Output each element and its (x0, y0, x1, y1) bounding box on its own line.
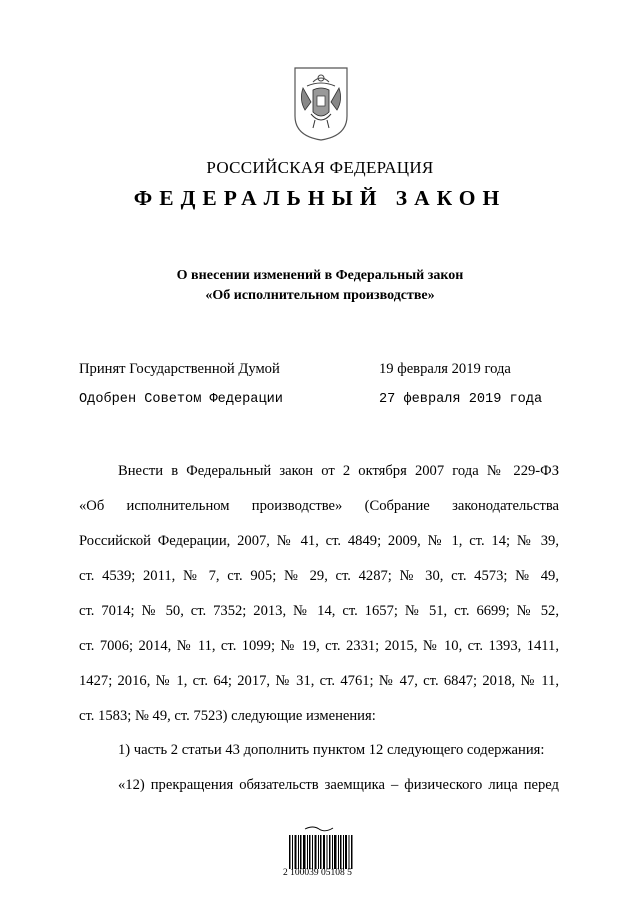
body-line-9: 1) часть 2 статьи 43 дополнить пунктом 12 следующего содержания: (118, 742, 545, 758)
duma-adoption-label: Принят Государственной Думой (79, 361, 280, 377)
body-line-5: ст. 7014; № 50, ст. 7352; 2013, № 14, ст. 1657; № 51, ст. 6699; № 52, (79, 603, 559, 619)
body-line-10: «12) прекращения обязательств заемщика – физического лица перед (118, 777, 559, 793)
barcode-image (289, 825, 353, 869)
council-approval-label: Одобрен Советом Федерации (79, 392, 283, 407)
body-line-8: ст. 1583; № 49, ст. 7523) следующие изменения: (79, 708, 376, 724)
barcode-number: 2 100039 05108 5 (283, 868, 352, 878)
body-line-4: ст. 4539; 2011, № 7, ст. 905; № 29, ст. 4287; № 30, ст. 4573; № 49, (79, 568, 559, 584)
body-line-7: 1427; 2016, № 1, ст. 64; 2017, № 31, ст. 4761; № 47, ст. 6847; 2018, № 11, (79, 673, 559, 689)
council-approval-date: 27 февраля 2019 года (379, 392, 543, 407)
body-line-1: Внести в Федеральный закон от 2 октября 2007 года № 229-ФЗ (118, 463, 559, 479)
duma-adoption-date: 19 февраля 2019 года (379, 361, 511, 377)
body-line-6: ст. 7006; 2014, № 11, ст. 1099; № 19, ст. 2331; 2015, № 10, ст. 1393, 1411, (79, 638, 559, 654)
law-subtitle-line1: О внесении изменений в Федеральный закон (176, 268, 464, 283)
coat-of-arms-emblem (289, 66, 353, 142)
body-line-3: Российской Федерации, 2007, № 41, ст. 4849; 2009, № 1, ст. 14; № 39, (79, 533, 559, 549)
body-line-2: «Об исполнительном производстве» (Собрание законодательства (79, 498, 559, 514)
law-subtitle-line2: «Об исполнительном производстве» (205, 288, 435, 303)
document-type-title: ФЕДЕРАЛЬНЫЙ ЗАКОН (133, 186, 507, 210)
country-name: РОССИЙСКАЯ ФЕДЕРАЦИЯ (206, 158, 434, 177)
